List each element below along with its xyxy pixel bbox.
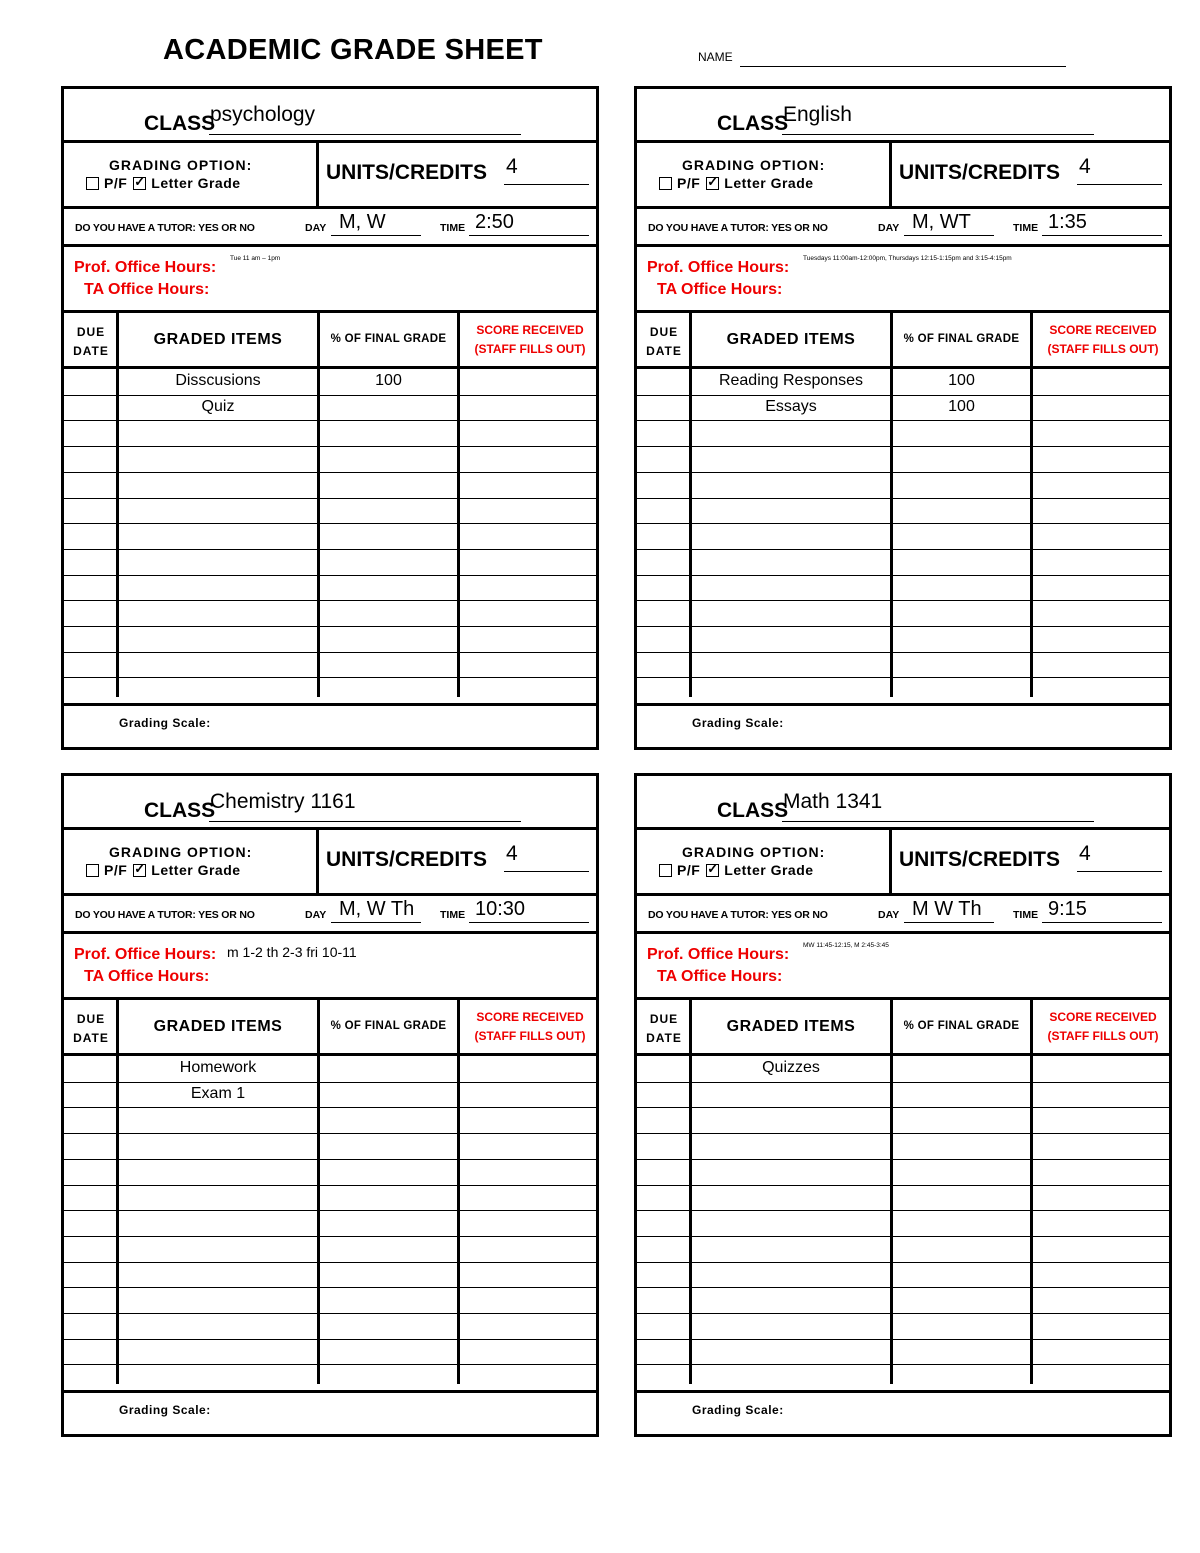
ta-office-hours-label: TA Office Hours:	[657, 281, 783, 298]
row-divider	[637, 575, 1169, 576]
row-divider	[64, 1082, 596, 1083]
prof-office-hours-value[interactable]: Tuesdays 11:00am-12:00pm, Thursdays 12:15-1:15pm and 3:15-4:15pm	[803, 255, 1012, 262]
graded-item-cell[interactable]: Homework	[179, 1059, 257, 1076]
time-label: TIME	[440, 222, 466, 234]
date-text: DATE	[73, 344, 109, 358]
graded-item-cell[interactable]: Exam 1	[190, 1084, 246, 1102]
grading-scale-row	[64, 1390, 596, 1434]
ta-office-hours-label: TA Office Hours:	[84, 281, 210, 298]
units-label: UNITS/CREDITS	[326, 848, 488, 871]
row-divider	[637, 1339, 1169, 1340]
letter-grade-label: Letter Grade	[724, 862, 814, 878]
time-label: TIME	[440, 909, 466, 921]
class-label: CLASS	[144, 112, 216, 135]
row-divider	[64, 575, 596, 576]
time-field[interactable]: 9:15	[1048, 898, 1087, 920]
row-divider	[64, 1210, 596, 1211]
grading-option-label: GRADING OPTION:	[109, 844, 253, 860]
graded-item-cell[interactable]: Essays	[765, 397, 817, 415]
units-underline	[504, 871, 589, 872]
class-label: CLASS	[717, 799, 789, 822]
col-divider	[890, 313, 893, 697]
class-card	[634, 86, 1172, 750]
row-divider	[64, 1287, 596, 1288]
time-underline	[469, 235, 589, 236]
letter-grade-checkbox[interactable]	[706, 177, 719, 190]
units-underline	[1077, 184, 1162, 185]
row-divider	[64, 677, 596, 678]
class-row	[64, 776, 596, 830]
grading-option-label: GRADING OPTION:	[109, 157, 253, 173]
letter-grade-checkbox[interactable]	[133, 864, 146, 877]
day-field[interactable]: M, WT	[912, 211, 971, 233]
date-text: DATE	[646, 1031, 682, 1045]
row-divider	[637, 1210, 1169, 1211]
date-text: DATE	[646, 344, 682, 358]
row-divider	[637, 420, 1169, 421]
class-name-field[interactable]: Chemistry 1161	[210, 790, 356, 813]
day-label: DAY	[878, 909, 900, 921]
row-divider	[637, 1236, 1169, 1237]
due-text: DUE	[76, 325, 106, 339]
ta-office-hours-label: TA Office Hours:	[657, 968, 783, 985]
row-divider	[637, 395, 1169, 396]
grading-divider	[316, 830, 319, 893]
date-text: DATE	[73, 1031, 109, 1045]
pf-label: P/F	[104, 862, 128, 878]
col-divider	[1030, 313, 1033, 697]
row-divider	[637, 1185, 1169, 1186]
units-field[interactable]: 4	[1079, 155, 1091, 178]
row-divider	[64, 395, 596, 396]
row-divider	[637, 472, 1169, 473]
col-divider	[317, 1000, 320, 1384]
row-divider	[64, 652, 596, 653]
day-label: DAY	[305, 222, 327, 234]
table-header	[64, 313, 596, 369]
time-field[interactable]: 10:30	[475, 898, 526, 920]
row-divider	[64, 1107, 596, 1108]
grading-option-label: GRADING OPTION:	[682, 157, 826, 173]
table-body	[64, 1056, 596, 1390]
due-date-header	[637, 323, 691, 361]
row-divider	[64, 1364, 596, 1365]
due-date-header	[637, 1010, 691, 1048]
col-divider	[116, 313, 119, 697]
graded-item-cell[interactable]: Disscusions	[175, 372, 261, 389]
class-underline	[209, 821, 521, 822]
class-card	[61, 86, 599, 750]
tutor-row	[64, 896, 596, 934]
col-divider	[689, 1000, 692, 1384]
pf-checkbox[interactable]	[659, 864, 672, 877]
day-underline	[904, 235, 994, 236]
grading-divider	[889, 143, 892, 206]
graded-items-header: GRADED ITEMS	[726, 331, 856, 348]
staff-fills-text: (STAFF FILLS OUT)	[474, 1029, 586, 1043]
class-underline	[209, 134, 521, 135]
pct-cell[interactable]: 100	[375, 372, 402, 389]
tutor-row	[637, 209, 1169, 247]
row-divider	[637, 626, 1169, 627]
prof-office-hours-value[interactable]: MW 11:45-12:15, M 2:45-3:45	[803, 942, 889, 949]
graded-item-cell[interactable]: Quiz	[201, 397, 235, 415]
grading-scale-label: Grading Scale:	[692, 1403, 784, 1417]
row-divider	[637, 1159, 1169, 1160]
time-field[interactable]: 2:50	[475, 211, 514, 233]
units-label: UNITS/CREDITS	[899, 161, 1061, 184]
tutor-row	[64, 209, 596, 247]
table-body	[637, 369, 1169, 703]
name-field[interactable]	[740, 66, 1066, 67]
grading-option-choices	[86, 175, 241, 191]
grading-scale-row	[64, 703, 596, 747]
score-received-header	[460, 321, 600, 359]
col-divider	[317, 313, 320, 697]
day-underline	[904, 922, 994, 923]
tutor-question: DO YOU HAVE A TUTOR: YES OR NO	[648, 909, 828, 921]
pct-final-header: % OF FINAL GRADE	[903, 1020, 1020, 1032]
class-label: CLASS	[717, 112, 789, 135]
prof-office-hours-value[interactable]: Tue 11 am – 1pm	[230, 255, 281, 262]
row-divider	[637, 1107, 1169, 1108]
grading-option-label: GRADING OPTION:	[682, 844, 826, 860]
graded-items-header: GRADED ITEMS	[726, 1018, 856, 1035]
prof-office-hours-label: Prof. Office Hours:	[647, 259, 790, 276]
row-divider	[637, 1082, 1169, 1083]
class-name-field[interactable]: English	[783, 103, 852, 126]
row-divider	[64, 1236, 596, 1237]
grading-scale-label: Grading Scale:	[119, 1403, 211, 1417]
class-card	[634, 773, 1172, 1437]
letter-grade-checkbox[interactable]	[133, 177, 146, 190]
row-divider	[64, 472, 596, 473]
class-card	[61, 773, 599, 1437]
pf-checkbox[interactable]	[86, 864, 99, 877]
due-date-header	[64, 323, 118, 361]
row-divider	[637, 549, 1169, 550]
staff-fills-text: (STAFF FILLS OUT)	[1047, 342, 1159, 356]
letter-grade-label: Letter Grade	[724, 175, 814, 191]
time-label: TIME	[1013, 222, 1039, 234]
pct-final-header: % OF FINAL GRADE	[330, 333, 447, 345]
row-divider	[64, 1262, 596, 1263]
grading-scale-row	[637, 1390, 1169, 1434]
letter-grade-label: Letter Grade	[151, 175, 241, 191]
pf-checkbox[interactable]	[659, 177, 672, 190]
office-hours-row	[637, 247, 1169, 313]
class-label: CLASS	[144, 799, 216, 822]
due-text: DUE	[649, 325, 679, 339]
row-divider	[64, 549, 596, 550]
col-divider	[1030, 1000, 1033, 1384]
col-divider	[890, 1000, 893, 1384]
grading-row	[637, 143, 1169, 209]
units-field[interactable]: 4	[506, 842, 518, 865]
office-hours-row	[64, 934, 596, 1000]
class-name-field[interactable]: Math 1341	[783, 790, 883, 813]
row-divider	[637, 600, 1169, 601]
grading-divider	[316, 143, 319, 206]
tutor-row	[637, 896, 1169, 934]
score-text: SCORE RECEIVED	[476, 323, 584, 337]
day-label: DAY	[878, 222, 900, 234]
grading-scale-row	[637, 703, 1169, 747]
row-divider	[637, 1287, 1169, 1288]
units-field[interactable]: 4	[1079, 842, 1091, 865]
score-text: SCORE RECEIVED	[476, 1010, 584, 1024]
pct-cell[interactable]: 100	[948, 372, 975, 389]
due-text: DUE	[76, 1012, 106, 1026]
grading-scale-label: Grading Scale:	[692, 716, 784, 730]
tutor-question: DO YOU HAVE A TUTOR: YES OR NO	[75, 909, 255, 921]
row-divider	[64, 420, 596, 421]
time-label: TIME	[1013, 909, 1039, 921]
graded-items-header: GRADED ITEMS	[153, 1018, 283, 1035]
grading-divider	[889, 830, 892, 893]
grading-row	[64, 830, 596, 896]
graded-item-cell[interactable]: Quizzes	[762, 1059, 820, 1076]
grading-option-choices	[659, 175, 814, 191]
score-received-header	[1033, 321, 1173, 359]
day-underline	[331, 235, 421, 236]
day-field[interactable]: M, W Th	[339, 898, 415, 920]
table-header	[64, 1000, 596, 1056]
pct-cell[interactable]: 100	[948, 397, 975, 415]
grading-row	[64, 143, 596, 209]
row-divider	[64, 600, 596, 601]
class-row	[637, 776, 1169, 830]
pf-checkbox[interactable]	[86, 177, 99, 190]
pf-label: P/F	[104, 175, 128, 191]
row-divider	[64, 1159, 596, 1160]
time-underline	[1042, 922, 1162, 923]
row-divider	[64, 523, 596, 524]
day-label: DAY	[305, 909, 327, 921]
office-hours-row	[637, 934, 1169, 1000]
staff-fills-text: (STAFF FILLS OUT)	[1047, 1029, 1159, 1043]
prof-office-hours-value[interactable]: m 1-2 th 2-3 fri 10-11	[227, 944, 357, 960]
col-divider	[457, 1000, 460, 1384]
class-underline	[782, 821, 1094, 822]
units-field[interactable]: 4	[506, 155, 518, 178]
row-divider	[64, 1313, 596, 1314]
score-text: SCORE RECEIVED	[1049, 323, 1157, 337]
row-divider	[64, 1339, 596, 1340]
day-field[interactable]: M W Th	[912, 898, 982, 920]
col-divider	[689, 313, 692, 697]
class-row	[637, 89, 1169, 143]
day-field[interactable]: M, W	[339, 211, 386, 233]
office-hours-row	[64, 247, 596, 313]
page-title: ACADEMIC GRADE SHEET	[163, 34, 543, 66]
row-divider	[637, 652, 1169, 653]
grading-option-choices	[86, 862, 241, 878]
row-divider	[64, 498, 596, 499]
tutor-question: DO YOU HAVE A TUTOR: YES OR NO	[75, 222, 255, 234]
table-body	[64, 369, 596, 703]
table-body	[637, 1056, 1169, 1390]
col-divider	[457, 313, 460, 697]
day-underline	[331, 922, 421, 923]
pct-final-header: % OF FINAL GRADE	[903, 333, 1020, 345]
row-divider	[637, 677, 1169, 678]
units-underline	[1077, 871, 1162, 872]
row-divider	[64, 1133, 596, 1134]
grading-option-choices	[659, 862, 814, 878]
row-divider	[637, 523, 1169, 524]
due-text: DUE	[649, 1012, 679, 1026]
class-underline	[782, 134, 1094, 135]
units-label: UNITS/CREDITS	[899, 848, 1061, 871]
row-divider	[64, 626, 596, 627]
prof-office-hours-label: Prof. Office Hours:	[74, 259, 217, 276]
row-divider	[637, 1262, 1169, 1263]
class-row	[64, 89, 596, 143]
staff-fills-text: (STAFF FILLS OUT)	[474, 342, 586, 356]
graded-items-header: GRADED ITEMS	[153, 331, 283, 348]
row-divider	[637, 1133, 1169, 1134]
table-header	[637, 313, 1169, 369]
score-received-header	[460, 1008, 600, 1046]
score-text: SCORE RECEIVED	[1049, 1010, 1157, 1024]
time-underline	[469, 922, 589, 923]
graded-item-cell[interactable]: Reading Responses	[718, 372, 864, 389]
row-divider	[637, 1313, 1169, 1314]
letter-grade-label: Letter Grade	[151, 862, 241, 878]
tutor-question: DO YOU HAVE A TUTOR: YES OR NO	[648, 222, 828, 234]
name-label: NAME	[698, 50, 733, 64]
row-divider	[637, 446, 1169, 447]
pf-label: P/F	[677, 175, 701, 191]
row-divider	[637, 1364, 1169, 1365]
row-divider	[64, 446, 596, 447]
prof-office-hours-label: Prof. Office Hours:	[74, 946, 217, 963]
time-field[interactable]: 1:35	[1048, 211, 1087, 233]
ta-office-hours-label: TA Office Hours:	[84, 968, 210, 985]
score-received-header	[1033, 1008, 1173, 1046]
units-underline	[504, 184, 589, 185]
col-divider	[116, 1000, 119, 1384]
due-date-header	[64, 1010, 118, 1048]
class-name-field[interactable]: psychology	[210, 103, 316, 126]
row-divider	[64, 1185, 596, 1186]
letter-grade-checkbox[interactable]	[706, 864, 719, 877]
grading-scale-label: Grading Scale:	[119, 716, 211, 730]
table-header	[637, 1000, 1169, 1056]
grading-row	[637, 830, 1169, 896]
prof-office-hours-label: Prof. Office Hours:	[647, 946, 790, 963]
pf-label: P/F	[677, 862, 701, 878]
row-divider	[637, 498, 1169, 499]
units-label: UNITS/CREDITS	[326, 161, 488, 184]
time-underline	[1042, 235, 1162, 236]
pct-final-header: % OF FINAL GRADE	[330, 1020, 447, 1032]
